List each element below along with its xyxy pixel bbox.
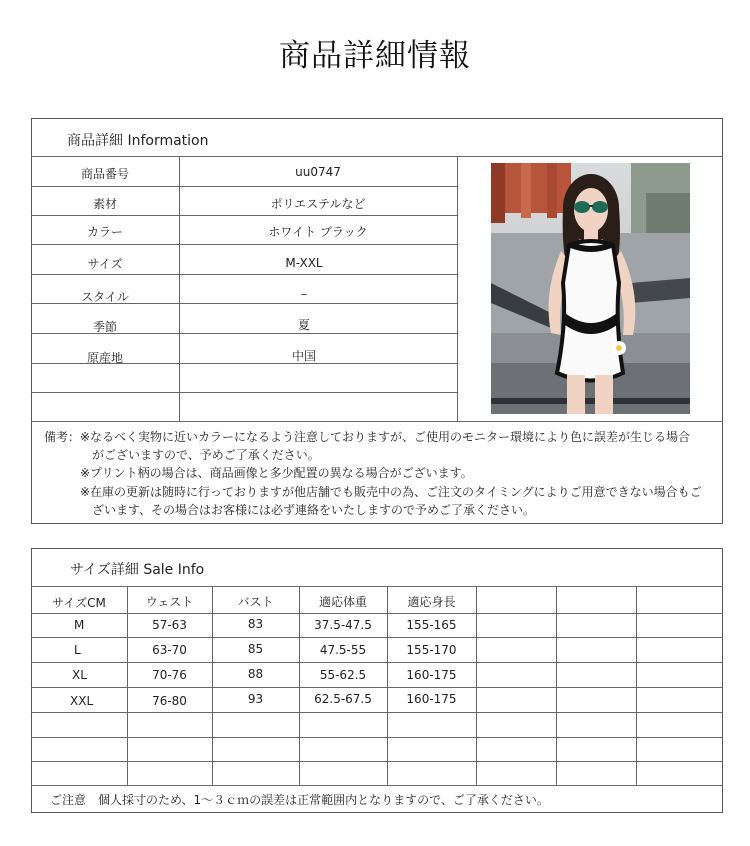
height-cell: 160-175 bbox=[406, 668, 457, 682]
waist-cell: 76-80 bbox=[152, 694, 187, 708]
row-value: – bbox=[301, 287, 307, 301]
column-header: ウェスト bbox=[145, 595, 194, 609]
weight-cell: 47.5-55 bbox=[319, 643, 367, 657]
row-label: スタイル bbox=[81, 290, 129, 304]
height-cell: 160-175 bbox=[406, 692, 457, 706]
row-label: 季節 bbox=[92, 320, 117, 334]
row-label: カラー bbox=[86, 225, 123, 239]
waist-cell: 57-63 bbox=[152, 618, 187, 632]
row-value: 夏 bbox=[297, 318, 310, 332]
row-label: 商品番号 bbox=[80, 167, 129, 181]
height-cell: 155-165 bbox=[406, 618, 457, 632]
note-line: 備考：※なるべく実物に近いカラーになるよう注意しておりますが、ご使用のモニター環境により色に誤差が生じる場合 bbox=[44, 430, 691, 444]
weight-cell: 55-62.5 bbox=[319, 668, 367, 682]
bust-cell: 83 bbox=[247, 617, 264, 631]
row-label: 原産地 bbox=[86, 351, 123, 365]
note-line: ざいます、その場合はお客様には必ず連絡をいたしますので予めご了承ください。 bbox=[92, 503, 536, 517]
bust-cell: 93 bbox=[247, 692, 264, 706]
bust-cell: 85 bbox=[247, 642, 264, 656]
row-label: サイズ bbox=[87, 257, 123, 271]
page-title: 商品詳細情報 bbox=[279, 38, 471, 74]
row-value: ポリエステルなど bbox=[270, 197, 366, 211]
weight-cell: 37.5-47.5 bbox=[314, 618, 372, 632]
size-cell: XXL bbox=[70, 694, 94, 708]
weight-cell: 62.5-67.5 bbox=[314, 692, 372, 706]
row-value: 中国 bbox=[291, 349, 316, 363]
note-line: がございますので、予めご了承ください。 bbox=[92, 448, 320, 462]
size-detail-header: サイズ詳細 Sale Info bbox=[70, 562, 205, 578]
note-line: ※プリント柄の場合は、商品画像と多少配置の異なる場合がございます。 bbox=[80, 466, 473, 480]
column-header: 適応体重 bbox=[318, 595, 367, 609]
waist-cell: 63-70 bbox=[152, 643, 187, 657]
row-label: 素材 bbox=[92, 197, 117, 211]
bust-cell: 88 bbox=[247, 667, 264, 681]
waist-cell: 70-76 bbox=[152, 668, 187, 682]
row-value: uu0747 bbox=[295, 165, 341, 179]
size-caution: ご注意 個人採寸のため、1～３ｃｍの誤差は正常範囲内となりますので、ご了承ください。 bbox=[50, 793, 549, 807]
size-cell: M bbox=[74, 618, 85, 632]
column-header: 適応身長 bbox=[407, 595, 456, 609]
note-line: ※在庫の更新は随時に行っておりますが他店舗でも販売中の為、ご注文のタイミングによりご用意できない場合もご bbox=[80, 485, 702, 499]
row-value: ホワイト ブラック bbox=[268, 225, 368, 239]
height-cell: 155-170 bbox=[406, 643, 457, 657]
column-header: サイズCM bbox=[52, 596, 106, 610]
product-photo bbox=[491, 163, 690, 414]
row-value: M-XXL bbox=[285, 256, 323, 270]
size-cell: XL bbox=[72, 668, 87, 682]
product-detail-header: 商品詳細 Information bbox=[67, 133, 209, 149]
size-cell: L bbox=[74, 643, 81, 657]
column-header: バスト bbox=[237, 595, 274, 609]
